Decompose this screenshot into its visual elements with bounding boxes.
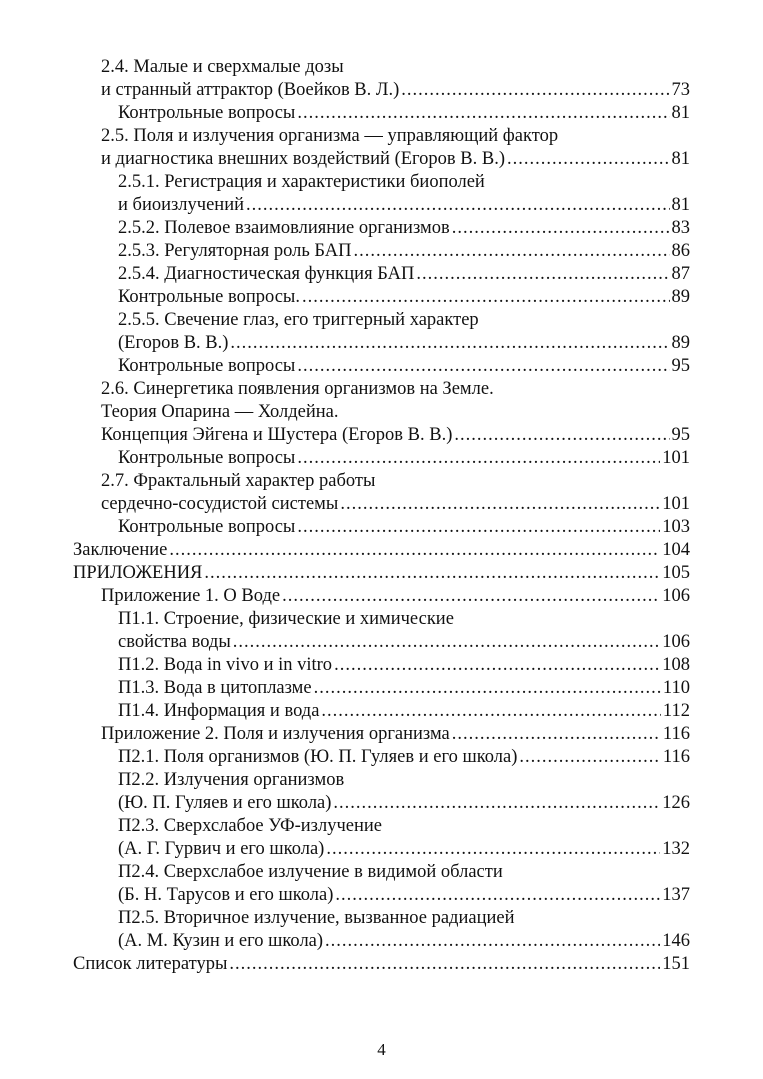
toc-dot-leader <box>230 332 669 355</box>
toc-entry-page: 87 <box>671 264 690 284</box>
toc-entry-title: П1.3. Вода в цитоплазме <box>118 678 312 698</box>
toc-dot-leader <box>326 838 660 861</box>
table-of-contents <box>0 56 763 976</box>
toc-line <box>101 493 690 516</box>
toc-line <box>118 309 763 332</box>
toc-entry-title: 2.5.4. Диагностическая функция БАП <box>118 264 415 284</box>
toc-entry-title: 2.7. Фрактальный характер работы <box>101 471 376 491</box>
toc-dot-leader <box>297 355 669 378</box>
toc-entry-title: 2.4. Малые и сверхмалые дозы <box>101 57 344 77</box>
toc-dot-leader <box>233 631 660 654</box>
toc-entry-title: ПРИЛОЖЕНИЯ <box>73 563 203 583</box>
toc-entry-page: 151 <box>662 954 690 974</box>
toc-dot-leader <box>321 700 661 723</box>
toc-line <box>118 263 690 286</box>
toc-line <box>73 539 690 562</box>
toc-entry-title: 2.5.2. Полевое взаимовлияние организмов <box>118 218 450 238</box>
toc-entry-title: П2.2. Излучения организмов <box>118 770 345 790</box>
toc-entry-title: Приложение 2. Поля и излучения организма <box>101 724 450 744</box>
toc-entry-title: (Егоров В. В.) <box>118 333 229 353</box>
toc-entry-title: П1.2. Вода in vivo и in vitro <box>118 655 333 675</box>
toc-line <box>118 194 690 217</box>
toc-line <box>101 424 690 447</box>
toc-entry-page: 89 <box>671 333 690 353</box>
toc-entry-page: 112 <box>662 701 690 721</box>
toc-dot-leader <box>507 148 670 171</box>
toc-line <box>118 884 690 907</box>
toc-entry-page: 146 <box>662 931 690 951</box>
toc-dot-leader <box>297 447 660 470</box>
toc-entry-title: и странный аттрактор (Воейков В. Л.) <box>101 80 400 100</box>
toc-line <box>101 585 690 608</box>
toc-line <box>118 769 763 792</box>
toc-line <box>118 332 690 355</box>
toc-dot-leader <box>297 516 660 539</box>
toc-entry-page: 95 <box>671 425 690 445</box>
toc-line <box>101 79 690 102</box>
page-number: 4 <box>377 1040 386 1059</box>
toc-entry-page: 101 <box>662 494 690 514</box>
toc-entry-page: 95 <box>671 356 690 376</box>
toc-dot-leader <box>454 424 669 447</box>
toc-entry-page: 86 <box>671 241 690 261</box>
toc-dot-leader <box>302 286 670 309</box>
toc-entry-page: 83 <box>671 218 690 238</box>
toc-entry-page: 81 <box>671 149 690 169</box>
toc-entry-title: Контрольные вопросы <box>118 448 296 468</box>
toc-entry-title: и биоизлучений <box>118 195 244 215</box>
toc-entry-title: Концепция Эйгена и Шустера (Егоров В. В.) <box>101 425 453 445</box>
toc-entry-title: П1.4. Информация и вода <box>118 701 320 721</box>
toc-entry-title: П2.3. Сверхслабое УФ-излучение <box>118 816 382 836</box>
toc-line <box>101 56 763 79</box>
toc-line <box>118 861 763 884</box>
toc-dot-leader <box>519 746 661 769</box>
toc-entry-title: Заключение <box>73 540 168 560</box>
toc-line <box>73 562 690 585</box>
toc-entry-title: (А. Г. Гурвич и его школа) <box>118 839 325 859</box>
toc-line <box>118 815 763 838</box>
toc-dot-leader <box>325 930 660 953</box>
toc-entry-title: П1.1. Строение, физические и химические <box>118 609 454 629</box>
toc-dot-leader <box>282 585 660 608</box>
toc-line <box>118 746 690 769</box>
toc-entry-title: 2.6. Синергетика появления организмов на Земле. <box>101 379 494 399</box>
toc-line <box>118 171 763 194</box>
toc-dot-leader <box>340 493 660 516</box>
toc-line <box>118 355 690 378</box>
toc-entry-page: 89 <box>671 287 690 307</box>
toc-entry-title: 2.5.3. Регуляторная роль БАП <box>118 241 352 261</box>
toc-dot-leader <box>246 194 670 217</box>
toc-entry-title: свойства воды <box>118 632 231 652</box>
toc-line <box>118 700 690 723</box>
toc-line <box>118 286 690 309</box>
toc-entry-page: 104 <box>662 540 690 560</box>
toc-entry-title: Контрольные вопросы <box>118 356 296 376</box>
toc-entry-title: Список литературы <box>73 954 228 974</box>
toc-entry-title: Контрольные вопросы <box>118 103 296 123</box>
toc-dot-leader <box>169 539 660 562</box>
toc-entry-title: П2.4. Сверхслабое излучение в видимой области <box>118 862 503 882</box>
toc-entry-page: 81 <box>671 103 690 123</box>
toc-entry-title: Теория Опарина — Холдейна. <box>101 402 339 422</box>
toc-line <box>118 838 690 861</box>
toc-line <box>101 470 763 493</box>
toc-entry-page: 116 <box>662 747 690 767</box>
toc-dot-leader <box>335 884 660 907</box>
toc-dot-leader <box>334 654 660 677</box>
toc-line <box>118 608 763 631</box>
toc-line <box>101 723 690 746</box>
toc-entry-page: 73 <box>671 80 690 100</box>
toc-dot-leader <box>204 562 660 585</box>
toc-dot-leader <box>452 723 661 746</box>
toc-line <box>101 125 763 148</box>
toc-line <box>118 631 690 654</box>
toc-entry-page: 116 <box>662 724 690 744</box>
toc-entry-title: (Ю. П. Гуляев и его школа) <box>118 793 332 813</box>
toc-entry-title: П2.5. Вторичное излучение, вызванное радиацией <box>118 908 515 928</box>
toc-line <box>118 654 690 677</box>
toc-entry-page: 132 <box>662 839 690 859</box>
toc-dot-leader <box>314 677 661 700</box>
toc-entry-title: Контрольные вопросы <box>118 517 296 537</box>
toc-entry-page: 101 <box>662 448 690 468</box>
toc-dot-leader <box>401 79 669 102</box>
toc-dot-leader <box>416 263 669 286</box>
toc-dot-leader <box>333 792 660 815</box>
toc-entry-title: и диагностика внешних воздействий (Егоров В. В.) <box>101 149 505 169</box>
toc-line <box>101 378 763 401</box>
toc-entry-page: 110 <box>662 678 690 698</box>
toc-dot-leader <box>229 953 660 976</box>
toc-entry-page: 105 <box>662 563 690 583</box>
toc-entry-page: 103 <box>662 517 690 537</box>
toc-line <box>118 516 690 539</box>
toc-entry-page: 126 <box>662 793 690 813</box>
toc-line <box>101 401 763 424</box>
toc-dot-leader <box>297 102 669 125</box>
toc-line <box>118 447 690 470</box>
toc-entry-title: (Б. Н. Тарусов и его школа) <box>118 885 334 905</box>
toc-line <box>118 792 690 815</box>
toc-line <box>118 907 763 930</box>
toc-dot-leader <box>354 240 670 263</box>
toc-entry-title: Контрольные вопросы. <box>118 287 300 307</box>
toc-entry-title: 2.5. Поля и излучения организма — управляющий фактор <box>101 126 559 146</box>
toc-entry-page: 106 <box>662 586 690 606</box>
toc-entry-title: (А. М. Кузин и его школа) <box>118 931 324 951</box>
toc-line <box>101 148 690 171</box>
toc-line <box>118 677 690 700</box>
toc-entry-title: 2.5.5. Свечение глаз, его триггерный характер <box>118 310 479 330</box>
toc-line <box>118 930 690 953</box>
toc-dot-leader <box>452 217 670 240</box>
toc-entry-page: 137 <box>662 885 690 905</box>
toc-entry-page: 108 <box>662 655 690 675</box>
toc-entry-page: 106 <box>662 632 690 652</box>
toc-entry-title: П2.1. Поля организмов (Ю. П. Гуляев и его школа) <box>118 747 518 767</box>
toc-entry-page: 81 <box>671 195 690 215</box>
toc-entry-title: Приложение 1. О Воде <box>101 586 281 606</box>
toc-entry-title: сердечно-сосудистой системы <box>101 494 339 514</box>
toc-line <box>118 102 690 125</box>
toc-line <box>118 240 690 263</box>
toc-entry-title: 2.5.1. Регистрация и характеристики биополей <box>118 172 485 192</box>
toc-line <box>73 953 690 976</box>
toc-line <box>118 217 690 240</box>
